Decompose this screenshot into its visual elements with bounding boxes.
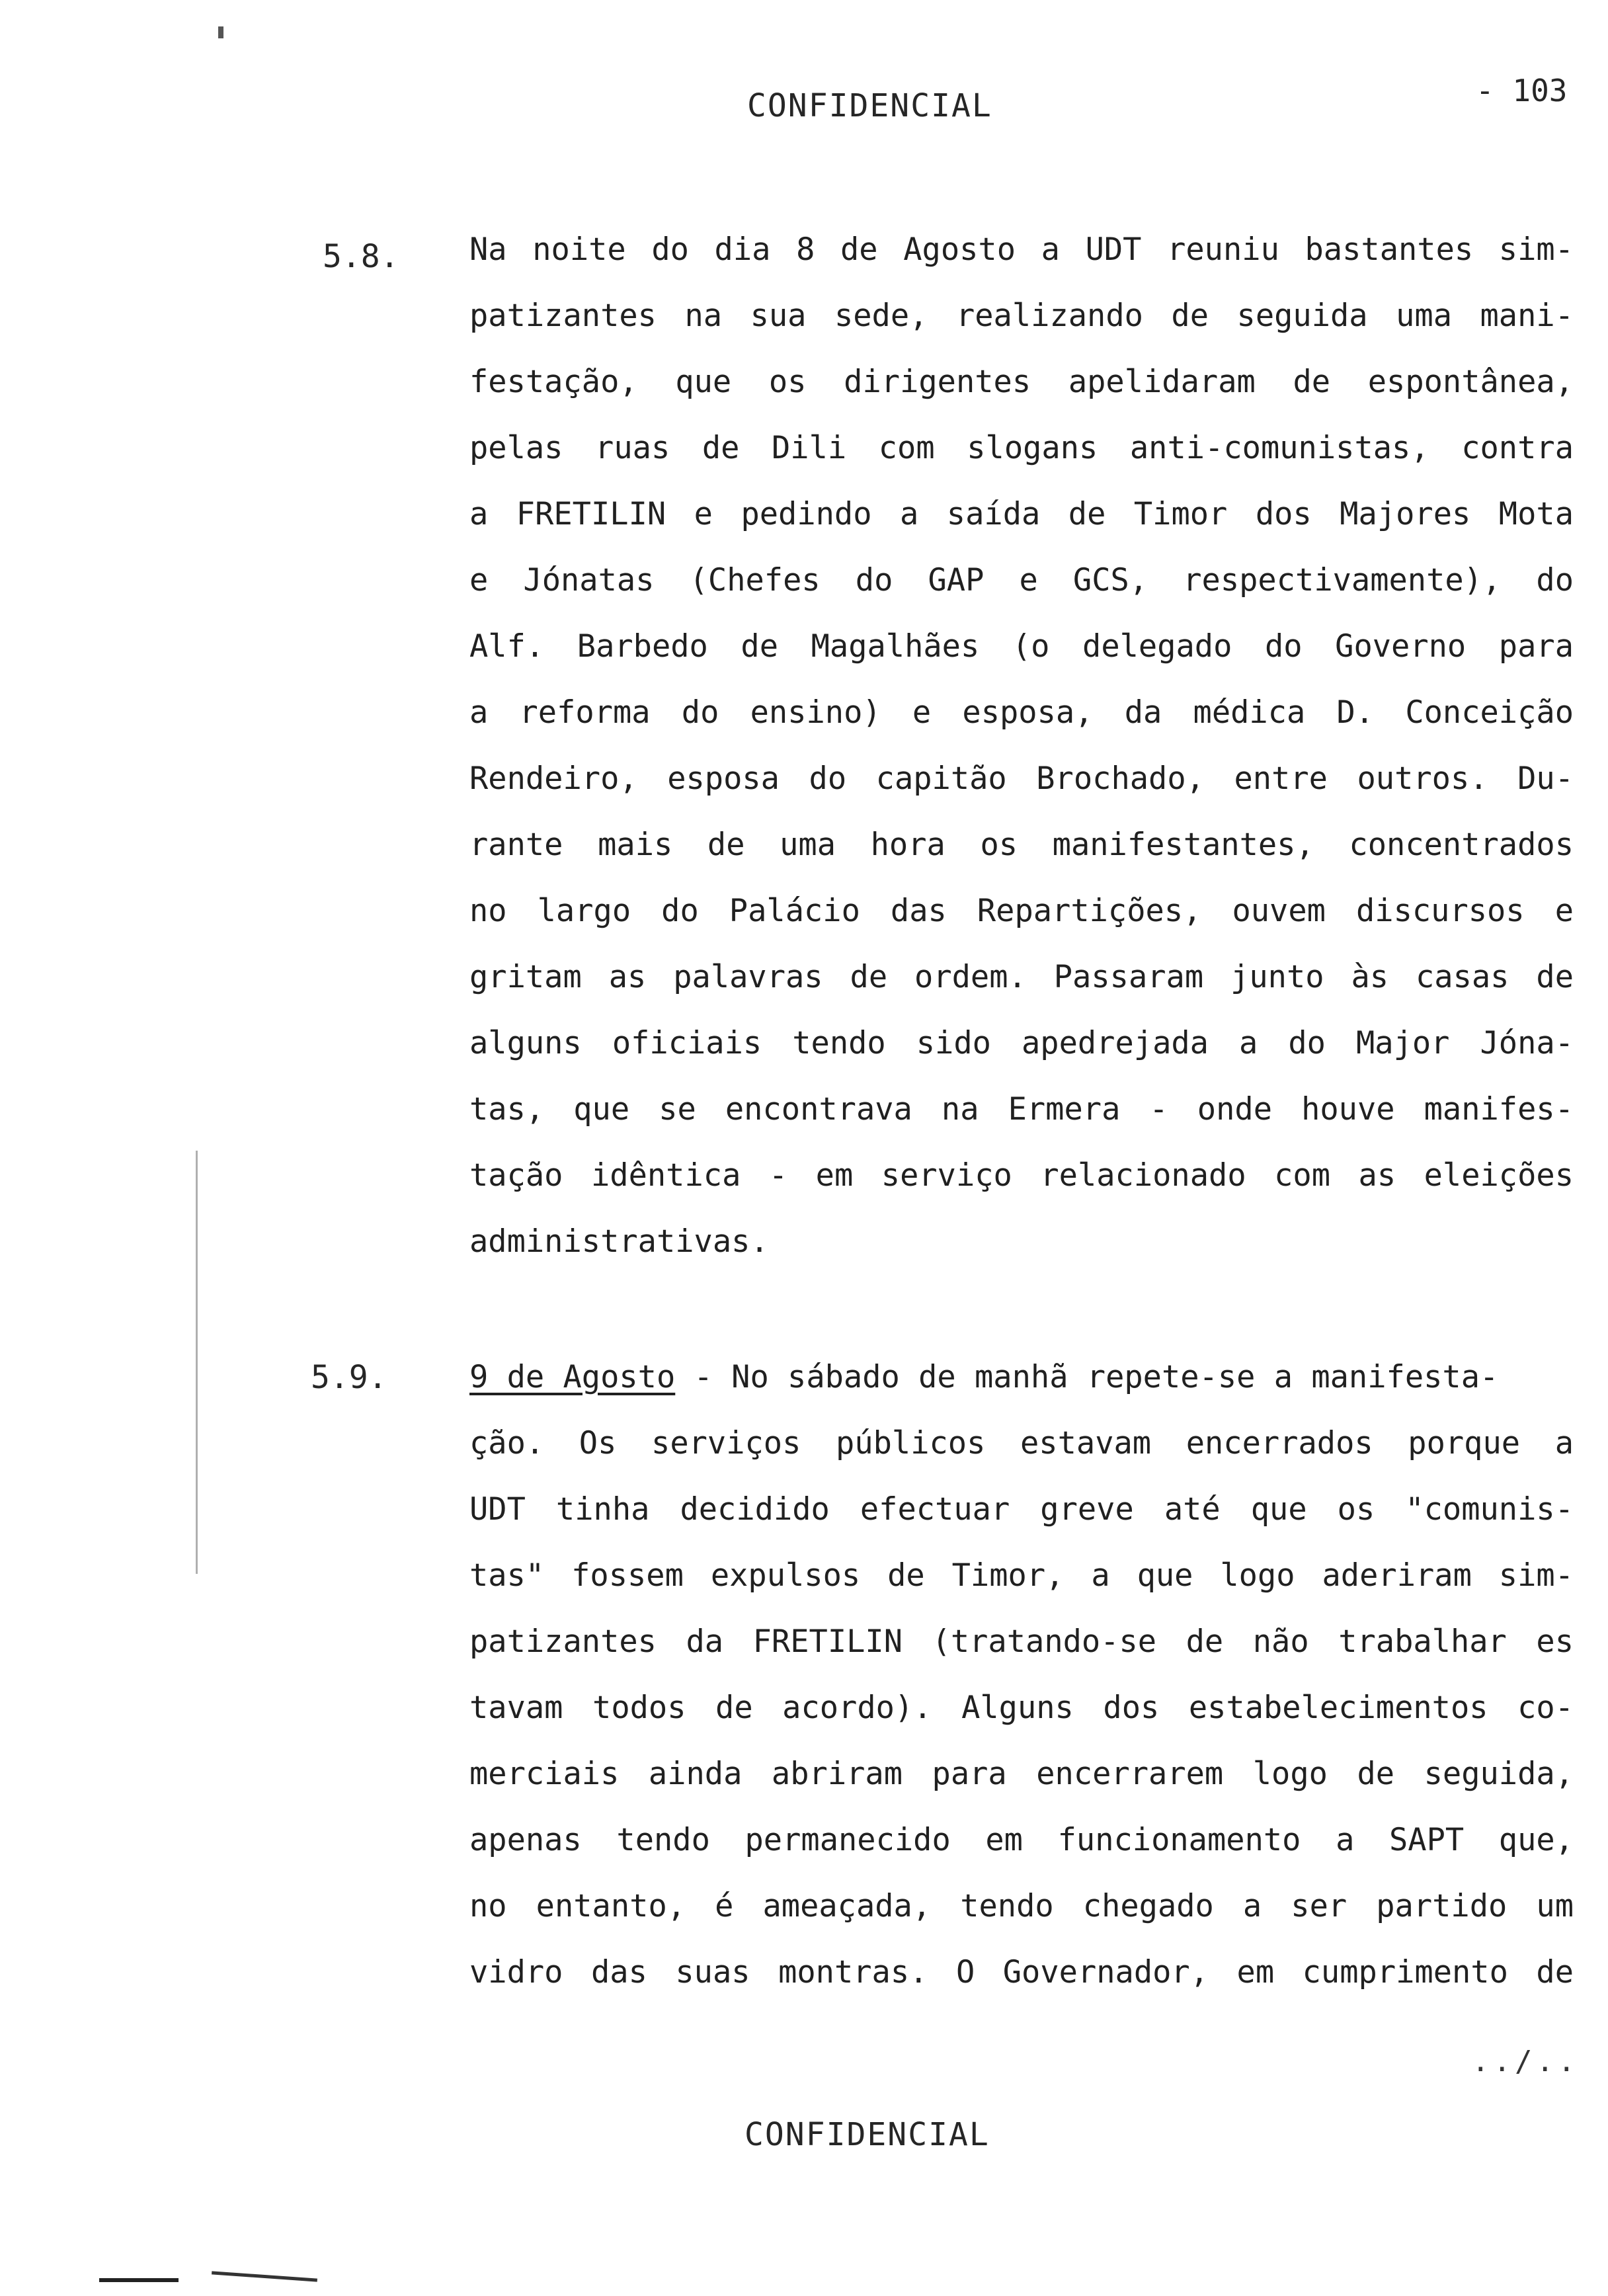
- page-number: - 103: [1476, 73, 1568, 108]
- section-number: 5.8.: [323, 238, 399, 275]
- date-heading: 9 de Agosto: [469, 1359, 676, 1395]
- text-line: administrativas.: [469, 1223, 769, 1260]
- text-line: no largo do Palácio das Repartições, ouvem discursos e: [469, 893, 1574, 929]
- text-line: rante mais de uma hora os manifestantes, concentrados: [469, 827, 1574, 863]
- text-line: e Jónatas (Chefes do GAP e GCS, respectivamente), do: [469, 562, 1574, 598]
- text-line: alguns oficiais tendo sido apedrejada a do Major Jóna-: [469, 1025, 1574, 1061]
- text-line: patizantes na sua sede, realizando de seguida uma mani-: [469, 298, 1574, 334]
- scan-edge-mark: [99, 2278, 179, 2282]
- text-line: UDT tinha decidido efectuar greve até que os "comunis-: [469, 1491, 1574, 1528]
- scan-edge-line: [196, 1151, 198, 1574]
- text-line: patizantes da FRETILIN (tratando-se de não trabalhar es: [469, 1623, 1574, 1660]
- text-line: tas, que se encontrava na Ermera - onde houve manifes-: [469, 1091, 1574, 1128]
- text-run: - No sábado de manhã repete-se a manifesta-: [675, 1359, 1499, 1395]
- text-line: a reforma do ensino) e esposa, da médica D. Conceição: [469, 694, 1574, 731]
- text-line: vidro das suas montras. O Governador, em cumprimento de: [469, 1954, 1574, 1990]
- text-line: apenas tendo permanecido em funcionamento a SAPT que,: [469, 1822, 1574, 1858]
- continuation-marker: ../..: [1472, 2045, 1580, 2078]
- text-line: [469, 1359, 1574, 1395]
- text-line: pelas ruas de Dili com slogans anti-comunistas, contra: [469, 430, 1574, 466]
- text-line: festação, que os dirigentes apelidaram de espontânea,: [469, 364, 1574, 400]
- text-line: tavam todos de acordo). Alguns dos estabelecimentos co-: [469, 1690, 1574, 1726]
- text-line: merciais ainda abriram para encerrarem logo de seguida,: [469, 1756, 1574, 1792]
- scan-speck: [218, 26, 223, 38]
- text-line: no entanto, é ameaçada, tendo chegado a ser partido um: [469, 1888, 1574, 1924]
- text-line: a FRETILIN e pedindo a saída de Timor dos Majores Mota: [469, 496, 1574, 532]
- footer-classification: CONFIDENCIAL: [744, 2116, 990, 2153]
- text-line: ção. Os serviços públicos estavam encerrados porque a: [469, 1425, 1574, 1461]
- scan-edge-mark: [212, 2271, 317, 2281]
- text-line: Rendeiro, esposa do capitão Brochado, entre outros. Du-: [469, 760, 1574, 797]
- text-line: gritam as palavras de ordem. Passaram junto às casas de: [469, 959, 1574, 995]
- text-line: tas" fossem expulsos de Timor, a que logo aderiram sim-: [469, 1557, 1574, 1594]
- text-line: Alf. Barbedo de Magalhães (o delegado do Governo para: [469, 628, 1574, 665]
- section-number: 5.9.: [311, 1359, 387, 1396]
- text-line: Na noite do dia 8 de Agosto a UDT reuniu bastantes sim-: [469, 231, 1574, 268]
- header-classification: CONFIDENCIAL: [747, 87, 992, 124]
- text-line: tação idêntica - em serviço relacionado com as eleições: [469, 1157, 1574, 1194]
